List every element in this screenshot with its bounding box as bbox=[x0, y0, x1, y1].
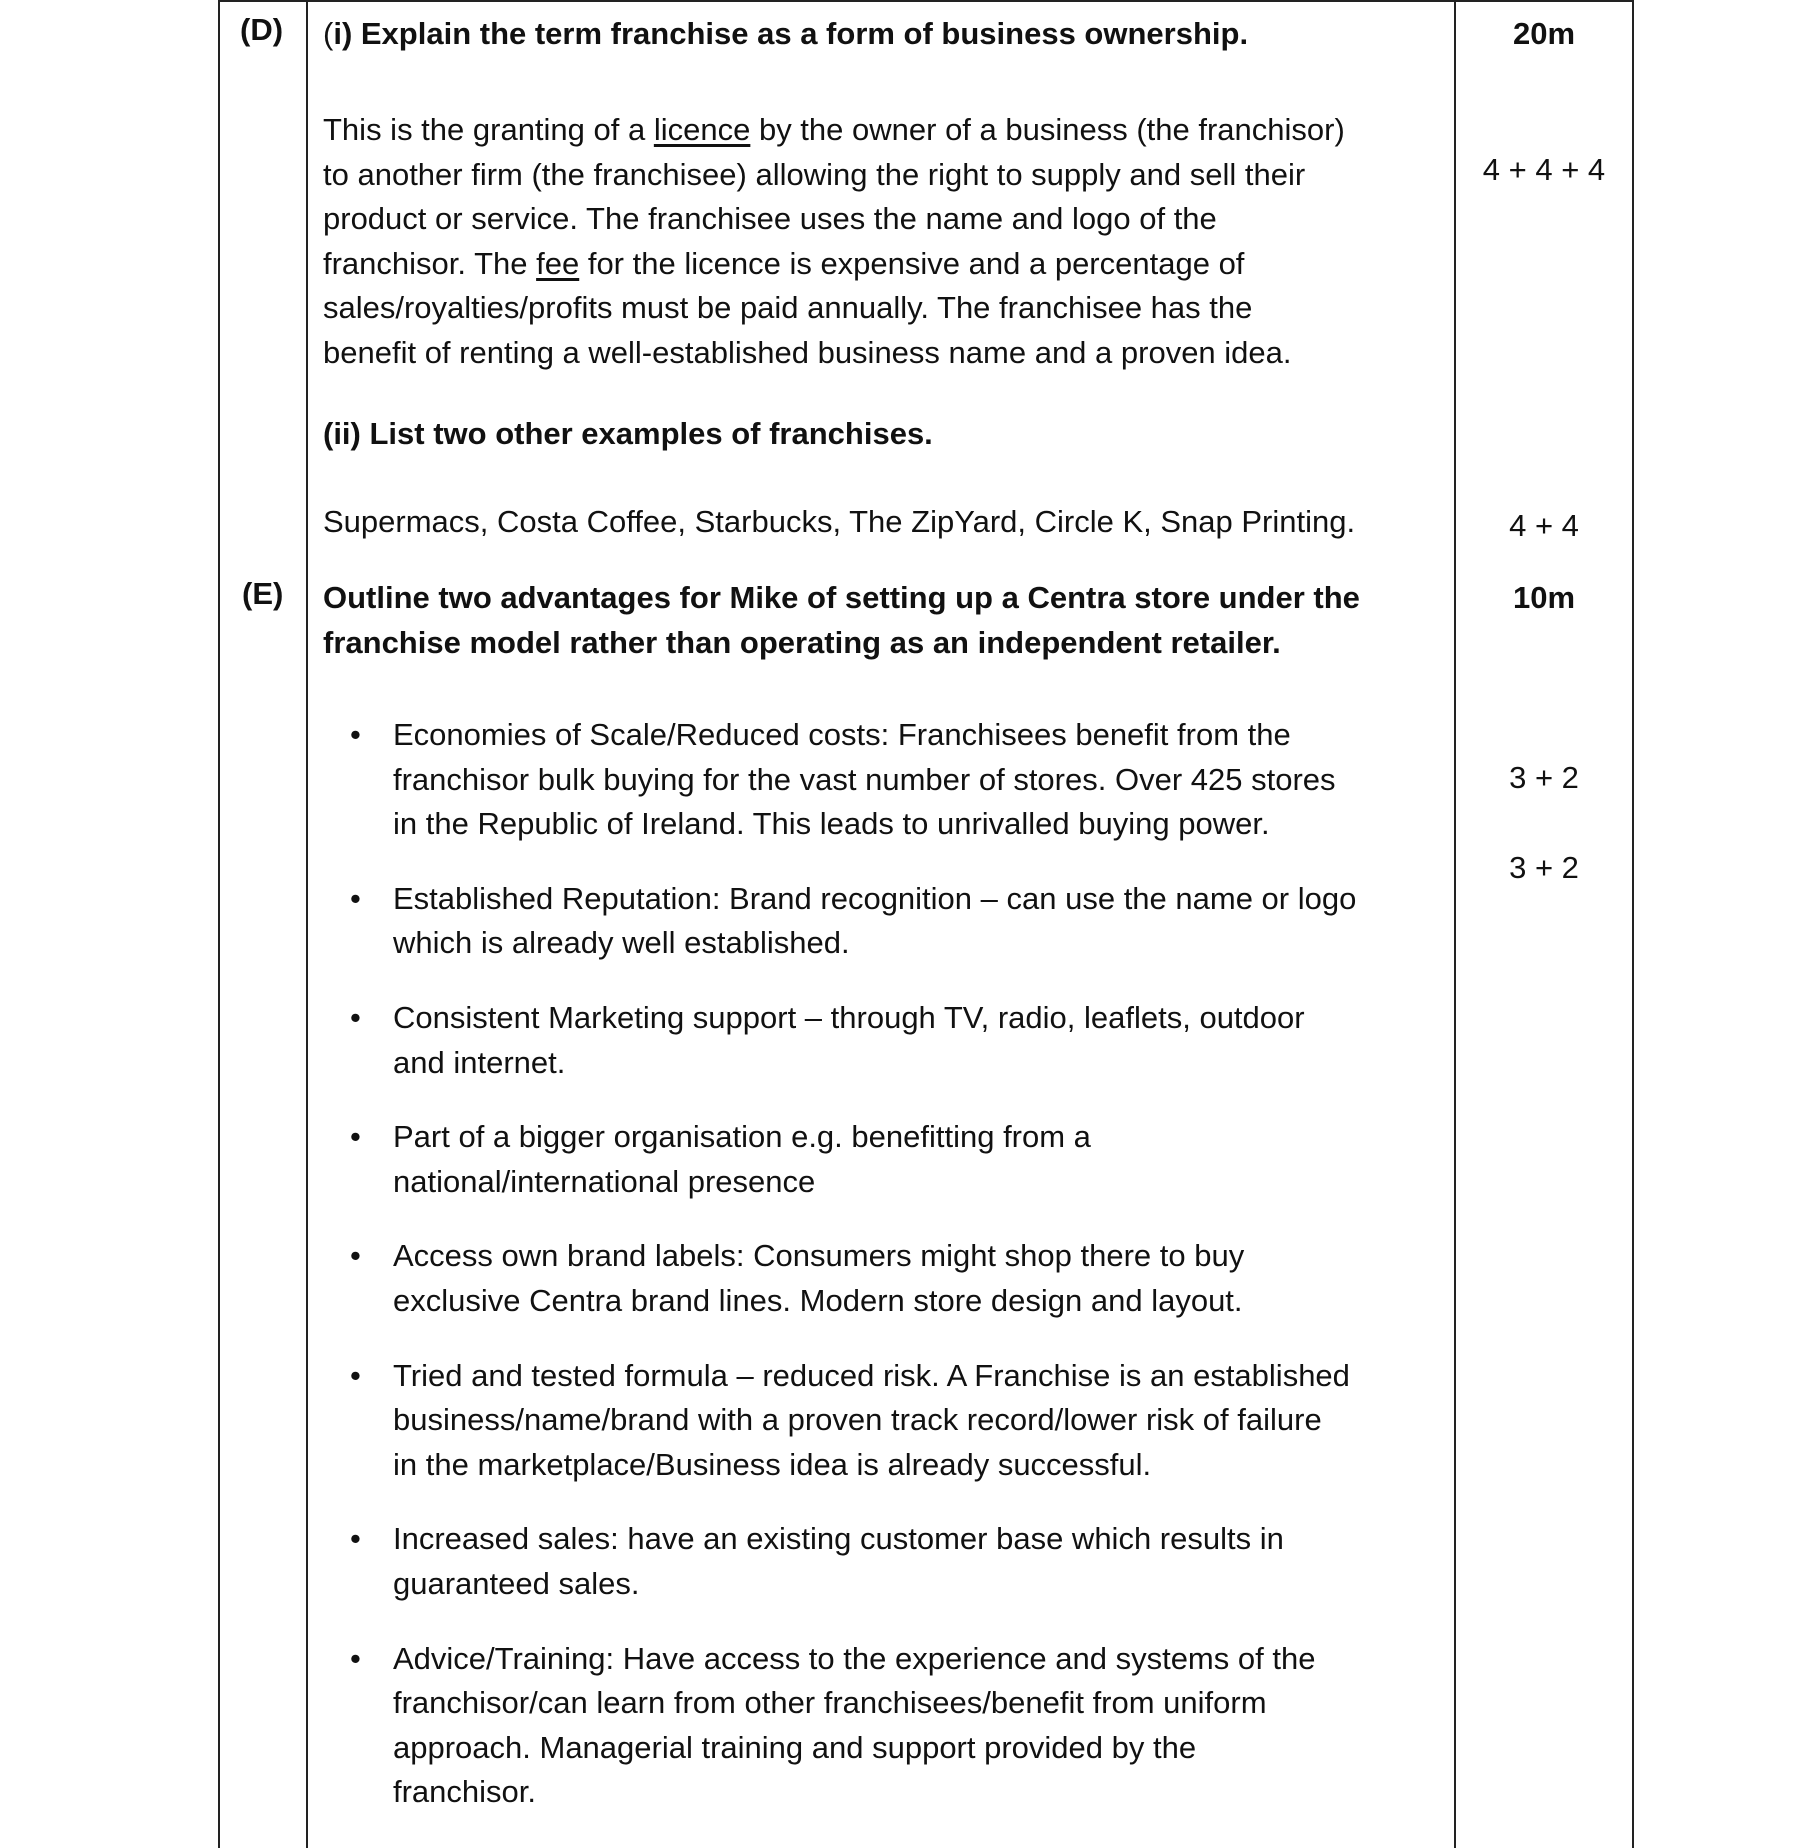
question-d-ii-answer-marks: 4 + 4 bbox=[1509, 508, 1579, 543]
bullet-icon: • bbox=[350, 999, 361, 1035]
bullet-icon: • bbox=[350, 717, 361, 752]
question-e-title-line-1: Outline two advantages for Mike of setting up a Centra store under the bbox=[323, 580, 1360, 615]
question-d-ii-answer: Supermacs, Costa Coffee, Starbucks, The ZipYard, Circle K, Snap Printing. bbox=[323, 504, 1356, 539]
list-item: • Economies of Scale/Reduced costs: Franchisees benefit from the franchisor bulk buying for the vast number of stores. Over 425 stores in the Republic of Ireland. This leads to unrivalled buying power. bbox=[323, 713, 1438, 847]
question-e-marks: 10m bbox=[1512, 580, 1576, 615]
question-d-i-answer bbox=[323, 108, 1438, 376]
list-item: • Consistent Marketing support – through TV, radio, leaflets, outdoor and internet. bbox=[323, 996, 1438, 1085]
section-d-label: (D) bbox=[240, 12, 284, 47]
answer-line: franchisor. The fee for the licence is expensive and a percentage of bbox=[323, 245, 1245, 281]
bullet-icon: • bbox=[350, 880, 361, 916]
list-item: • Part of a bigger organisation e.g. benefitting from a national/international presence bbox=[323, 1115, 1438, 1204]
keyword-fee: fee bbox=[536, 245, 580, 281]
bullet-icon: • bbox=[350, 1238, 361, 1274]
question-d-i-answer-marks: 4 + 4 + 4 bbox=[1482, 152, 1606, 187]
keyword-licence: licence bbox=[653, 112, 751, 147]
list-item: • Increased sales: have an existing customer base which results in guaranteed sales. bbox=[323, 1517, 1438, 1606]
list-item: • Advice/Training: Have access to the experience and systems of the franchisor/can learn from other franchisees/benefit from uniform approach. Managerial training and support provided by the franchisor. bbox=[323, 1637, 1438, 1815]
answer-line: to another firm (the franchisee) allowing the right to supply and sell their bbox=[323, 156, 1306, 192]
answer-line: benefit of renting a well-established business name and a proven idea. bbox=[323, 334, 1292, 370]
bullet-icon: • bbox=[350, 1357, 361, 1393]
bullet-icon: • bbox=[350, 1119, 361, 1155]
section-e-label: (E) bbox=[242, 576, 284, 611]
label-column-divider bbox=[306, 2, 308, 1848]
bullet-icon: • bbox=[350, 1640, 361, 1676]
question-e-answer-marks-1: 3 + 2 bbox=[1509, 760, 1579, 795]
marks-column-divider bbox=[1454, 2, 1456, 1848]
question-e-title-line-2: franchise model rather than operating as an independent retailer. bbox=[323, 625, 1281, 660]
question-d-ii-title: (ii) List two other examples of franchises. bbox=[323, 416, 933, 451]
advantages-list bbox=[323, 713, 1438, 1845]
list-item: • Access own brand labels: Consumers might shop there to buy exclusive Centra brand lines. Modern store design and layout. bbox=[323, 1234, 1438, 1323]
answer-line: This is the granting of a licence by the owner of a business (the franchisor) bbox=[323, 112, 1345, 147]
question-d-marks: 20m bbox=[1512, 16, 1576, 51]
answer-line: sales/royalties/profits must be paid annually. The franchisee has the bbox=[323, 290, 1253, 326]
answer-line: product or service. The franchisee uses the name and logo of the bbox=[323, 201, 1217, 237]
question-e-answer-marks-2: 3 + 2 bbox=[1509, 850, 1579, 885]
list-item: • Established Reputation: Brand recognition – can use the name or logo which is already well established. bbox=[323, 877, 1438, 966]
list-item: • Tried and tested formula – reduced risk. A Franchise is an established business/name/brand with a proven track record/lower risk of failure in the marketplace/Business idea is already successful. bbox=[323, 1354, 1438, 1488]
question-d-i-title: (i) Explain the term franchise as a form of business ownership. bbox=[323, 16, 1249, 51]
bullet-icon: • bbox=[350, 1521, 361, 1557]
